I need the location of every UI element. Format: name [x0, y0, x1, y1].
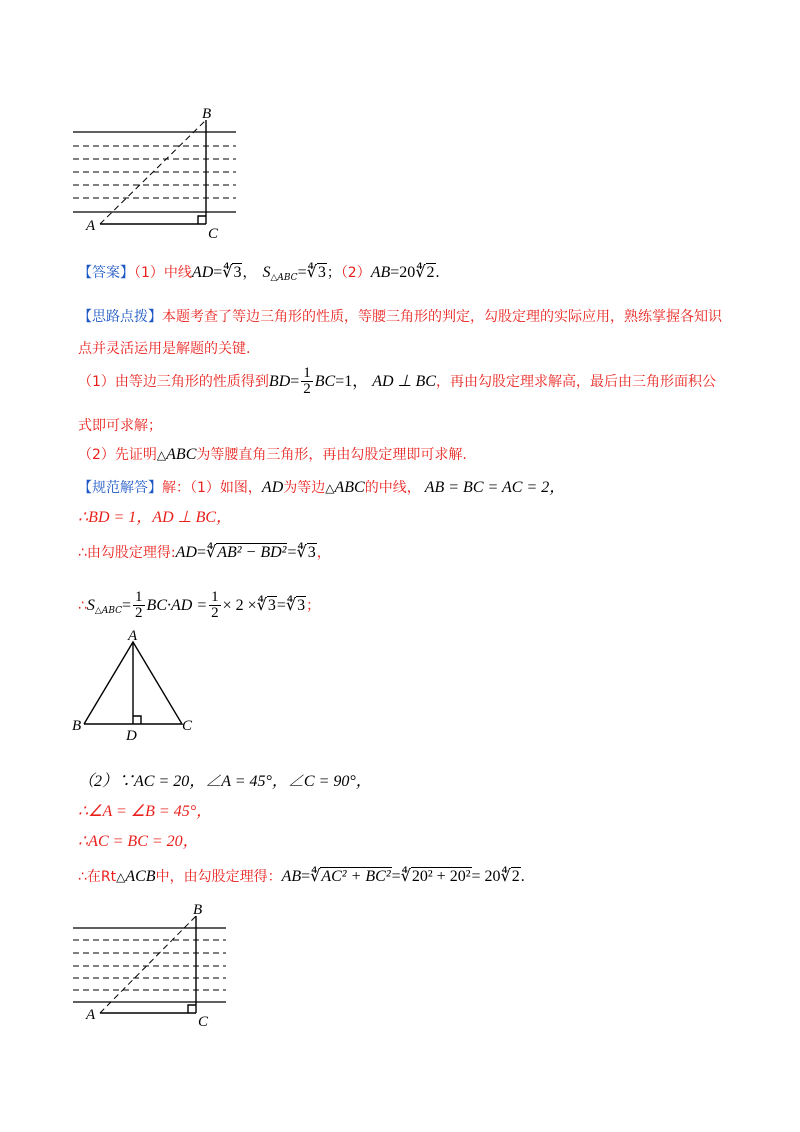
solution-line-1: 【规范解答】解：（1）如图，AD为等边△ABC的中线， AB = BC = AC = 2， — [78, 479, 566, 496]
hint-2-line: （2）先证明△ABC为等腰直角三角形，再由勾股定理即可求解. — [78, 446, 467, 463]
triangle-figure — [70, 628, 210, 743]
point-b-label: B — [202, 106, 212, 122]
part2-line-2: ∴∠A = ∠B = 45°， — [78, 803, 213, 820]
hint-1-line-2: 式即可求解； — [78, 418, 162, 434]
point-d-label: D — [126, 728, 137, 744]
solution-tag: 【规范解答】 — [78, 480, 162, 496]
solution-line-3: ∴由勾股定理得:AD=∜AB² − BD²=∜3， — [78, 544, 331, 561]
sqrt-sign: ∜ — [222, 264, 233, 281]
point-b-label: B — [72, 718, 82, 734]
fraction-half: $\frac{1}{2}$ — [303, 365, 311, 397]
point-c-label: C — [182, 718, 193, 734]
river-figure-bottom — [68, 900, 248, 1035]
point-a-label: A — [128, 628, 138, 644]
solution-line-4: $\therefore S_{\triangle ABC}=$ $\frac{1}{2}$ BC·AD = $\frac{1}{2}$ × 2 ×∜3=∜3； — [78, 589, 321, 621]
river-figure-top — [68, 100, 248, 240]
solution-line-2: ∴BD = 1，AD ⊥ BC， — [78, 509, 233, 526]
point-b-label: B — [193, 902, 203, 918]
part2-line-3: ∴AC = BC = 20， — [78, 833, 199, 850]
analysis-line-1: 【思路点拨】本题考查了等边三角形的性质，等腰三角形的判定，勾股定理的实际应用，熟练掌握各知识 — [78, 309, 722, 325]
analysis-tag: 【思路点拨】 — [78, 309, 162, 325]
hint-1-line-1: （1）由等边三角形的性质得到BD= $\frac{1}{2}$ BC=1， AD ⊥ BC，再由勾股定理求解高，最后由三角形面积公 — [78, 365, 716, 397]
answer-tag: 【答案】 — [78, 265, 134, 281]
answer-line: 【答案】（1）中线AD=∜3， $S_{\triangle ABC}=∜3$；（2）AB=20∜2. — [78, 264, 440, 283]
point-a-label: A — [86, 218, 96, 234]
analysis-line-2: 点并灵活运用是解题的关键. — [78, 341, 251, 357]
part2-line-4: ∴在Rt△ACB中，由勾股定理得：AB=∜AC² + BC²=∜20² + 20²= 20∜2. — [78, 868, 525, 885]
part2-line-1: （2）∵AC = 20，∠A = 45°，∠C = 90°， — [78, 773, 372, 790]
point-c-label: C — [198, 1014, 209, 1030]
point-c-label: C — [208, 226, 219, 242]
point-a-label: A — [86, 1007, 96, 1023]
